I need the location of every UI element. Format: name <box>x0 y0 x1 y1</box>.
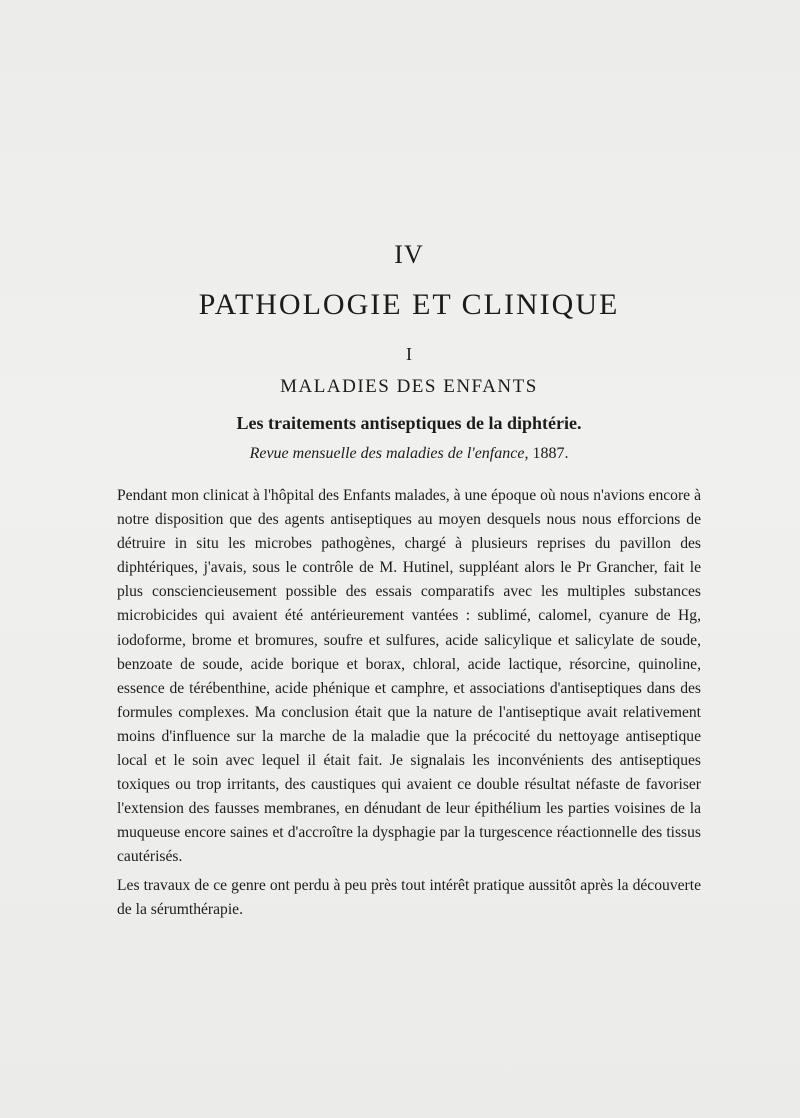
paragraph: Pendant mon clinicat à l'hôpital des Enfants malades, à une époque où nous n'avions encore à notre disposition que des agents antiseptiques au moyen desquels nous nous efforcions de détruire in situ les microbes pathogènes, chargé à plusieurs reprises du pavillon des diphtériques, j'avais, sous le contrôle de M. Hutinel, suppléant alors le Pr Grancher, fait le plus consciencieusement possible des essais comparatifs avec les multiples substances microbicides qui avaient été antérieurement vantées : sublimé, calomel, cyanure de Hg, iodoforme, brome et bromures, soufre et sulfures, acide salicylique et salicylate de soude, benzoate de soude, acide borique et borax, chloral, acide lactique, résorcine, quinoline, essence de térébenthine, acide phénique et camphre, et associations d'antiseptiques dans des formules complexes. Ma conclusion était que la nature de l'antiseptique avait relativement moins d'influence sur la marche de la maladie que la précocité du nettoyage antiseptique local et le soin avec lequel il était fait. Je signalais les inconvénients des antiseptiques toxiques ou trop irritants, des caustiques qui avaient ce double résultat néfaste de favoriser l'extension des fausses membranes, en dénudant de leur épithélium les parties voisines de la muqueuse encore saines et d'accroître la dysphagie par la turgescence réactionnelle des tissus cautérisés. <box>117 487 701 866</box>
source-journal: Revue mensuelle des maladies de l'enfance, <box>249 445 529 462</box>
article-title: Les traitements antiseptiques de la diphtérie. <box>236 413 582 433</box>
page-content <box>117 240 701 922</box>
body-text <box>117 484 701 922</box>
paragraph: Les travaux de ce genre ont perdu à peu près tout intérêt pratique aussitôt après la découverte de la sérumthérapie. <box>117 876 701 918</box>
section-number: IV <box>394 240 424 269</box>
bleed-through-running-head <box>210 80 650 92</box>
chapter-title: MALADIES DES ENFANTS <box>280 376 538 397</box>
source-year: 1887. <box>532 445 569 462</box>
section-title: PATHOLOGIE ET CLINIQUE <box>198 288 620 321</box>
chapter-number: I <box>406 344 412 364</box>
article-source <box>117 444 701 464</box>
